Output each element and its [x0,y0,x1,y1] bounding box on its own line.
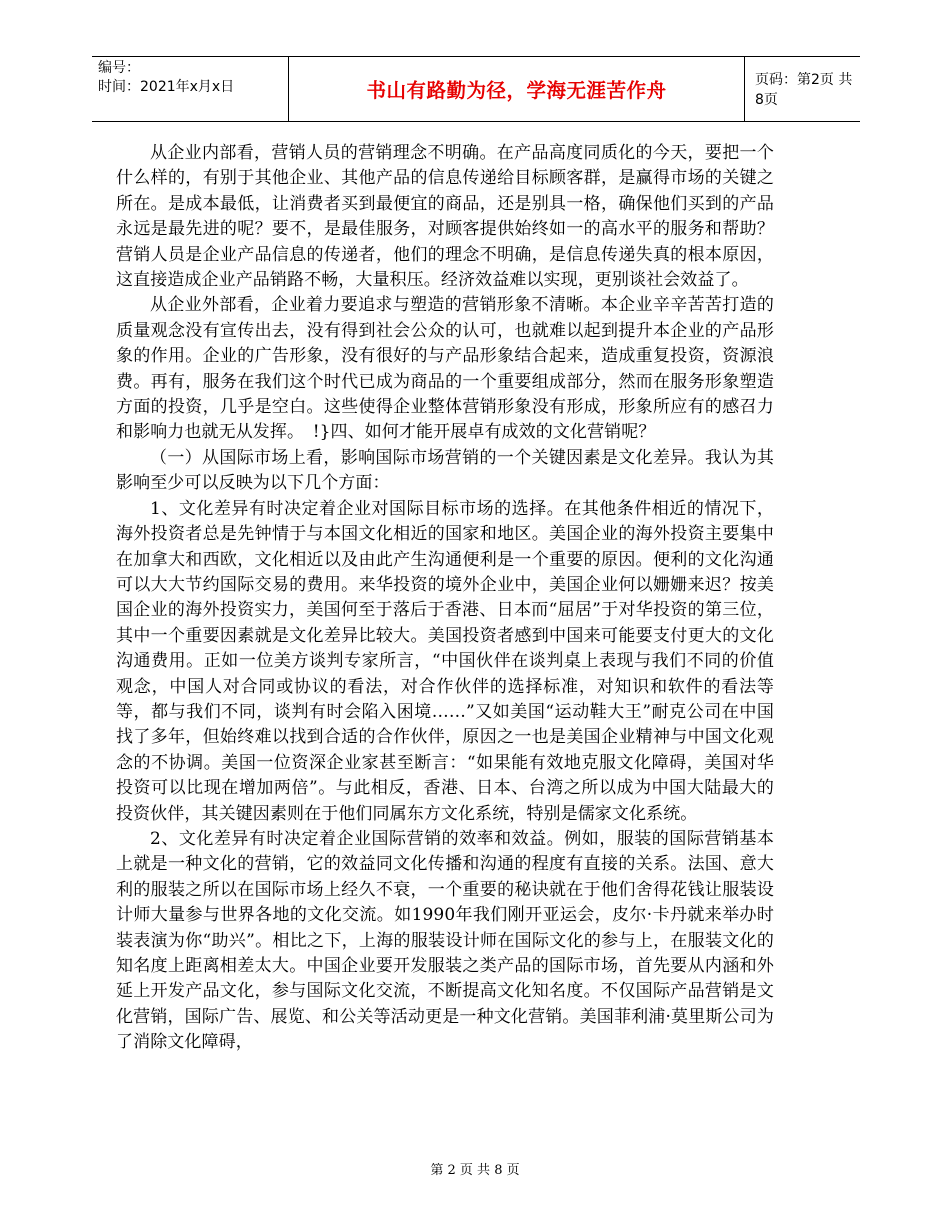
paragraph-internal: 从企业内部看，营销人员的营销理念不明确。在产品高度同质化的今天，要把一个什么样的，有别于其他企业、其他产品的信息传递给目标顾客群，是赢得市场的关键之所在。是成本最低，让消费者买到最便宜的商品，还是别具一格，确保他们买到的产品永远是最先进的呢？要不，是最佳服务，对顾客提供始终如一的高水平的服务和帮助？营销人员是企业产品信息的传递者，他们的理念不明确，是信息传递失真的根本原因，这直接造成企业产品销路不畅，大量积压。经济效益难以实现，更别谈社会效益了。 [116,143,774,291]
paragraph-section-intro: （一）从国际市场上看，影响国际市场营销的一个关键因素是文化差异。我认为其影响至少可以反映为以下几个方面： [116,447,774,494]
paragraph-point-2: 2、文化差异有时决定着企业国际营销的效率和效益。例如，服装的国际营销基本上就是一种文化的营销，它的效益同文化传播和沟通的程度有直接的关系。法国、意大利的服装之所以在国际市场上经久不衰，一个重要的秘诀就在于他们舍得花钱让服装设计师大量参与世界各地的文化交流。如1990年我们刚开亚运会，皮尔·卡丹就来举办时装表演为你“助兴”。相比之下，上海的服装设计师在国际文化的参与上，在服装文化的知名度上距离相差太大。中国企业要开发服装之类产品的国际市场，首先要从内涵和外延上开发产品文化，参与国际文化交流，不断提高文化知名度。不仅国际产品营销是文化营销，国际广告、展览、和公关等活动更是一种文化营销。美国菲利浦·莫里斯公司为了消除文化障碍， [116,828,774,1053]
page-footer [0,1159,950,1178]
document-number-label: 编号： [98,60,140,76]
paragraph-external: 从企业外部看，企业着力要追求与塑造的营销形象不清晰。本企业辛辛苦苦打造的质量观念没有宣传出去，没有得到社会公众的认可，也就难以起到提升本企业的产品形象的作用。企业的广告形象，没有很好的与产品形象结合起来，造成重复投资，资源浪费。再有，服务在我们这个时代已成为商品的一个重要组成部分，然而在服务形象塑造方面的投资，几乎是空白。这些使得企业整体营销形象没有形成，形象所应有的感召力和影响力也就无从发挥。 !}四、如何才能开展卓有成效的文化营销呢？ [116,295,774,443]
page-header [92,56,860,122]
footer-page-number: 第 2 页 共 8 页 [430,1163,520,1178]
header-motto-cell [288,57,745,121]
paragraph-point-1: 1、文化差异有时决定着企业对国际目标市场的选择。在其他条件相近的情况下，海外投资者总是先钟情于与本国文化相近的国家和地区。美国企业的海外投资主要集中在加拿大和西欧，文化相近以及由此产生沟通便利是一个重要的原因。便利的文化沟通可以大大节约国际交易的费用。来华投资的境外企业中，美国企业何以姗姗来迟？按美国企业的海外投资实力，美国何至于落后于香港、日本而“屈居”于对华投资的第三位，其中一个重要因素就是文化差异比较大。美国投资者感到中国来可能要支付更大的文化沟通费用。正如一位美方谈判专家所言，“中国伙伴在谈判桌上表现与我们不同的价值观念，中国人对合同或协议的看法，对合作伙伴的选择标准，对知识和软件的看法等等，都与我们不同，谈判有时会陷入困境……”又如美国“运动鞋大王”耐克公司在中国找了多年，但始终难以找到合适的合作伙伴，原因之一也是美国企业精神与中国文化观念的不协调。美国一位资深企业家甚至断言：“如果能有效地克服文化障碍，美国对华投资可以比现在增加两倍”。与此相反，香港、日本、台湾之所以成为中国大陆最大的投资伙伴，其关键因素则在于他们同属东方文化系统，特别是儒家文化系统。 [116,498,774,824]
header-motto: 书山有路勤为径，学海无涯苦作舟 [366,79,667,102]
document-body [116,141,774,1056]
header-page-cell [743,57,860,121]
document-date: 时间：2021年x月x日 [98,79,235,95]
header-page-info: 页码：第2页 共8页 [755,72,853,108]
header-meta [92,57,288,121]
